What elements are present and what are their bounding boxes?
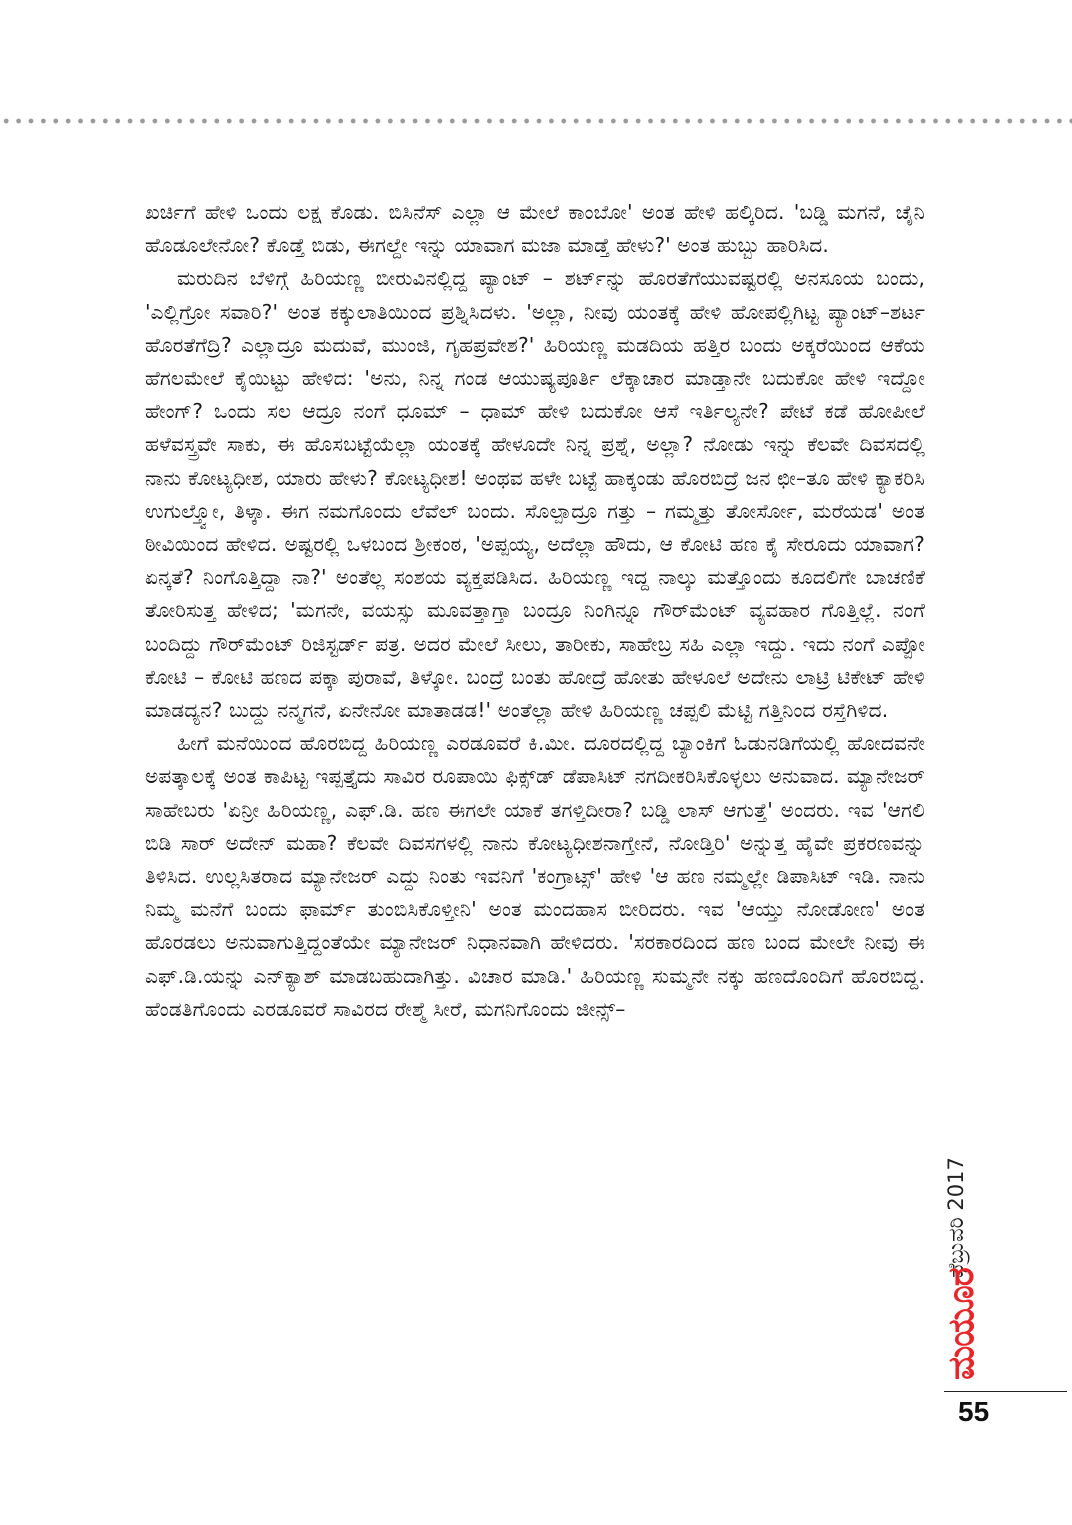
article-paragraph-1: ಖರ್ಚಿಗೆ ಹೇಳಿ ಒಂದು ಲಕ್ಷ ಕೊಡು. ಬಿಸಿನೆಸ್ ಎಲ್ಲಾ ಆ ಮೇಲೆ ಕಾಂಬೋ' ಅಂತ ಹೇಳಿ ಹಲ್ಕಿರಿದ. 'ಬಡ್ಡಿ ಮಗನೆ, ಚೈನಿ ಹೊಡೂಲೇನೋ? ಕೊಡ್ತೆ ಬಿಡು, ಈಗಲ್ದೇ ಇನ್ನು ಯಾವಾಗ ಮಜಾ ಮಾಡ್ತೆ ಹೇಳು?' ಅಂತ ಹುಬ್ಬು ಹಾರಿಸಿದ. <box>145 200 925 258</box>
issue-date: ಫೆಬ್ರುವರಿ 2017 <box>944 1157 968 1278</box>
dotted-header-rule <box>0 116 1072 126</box>
article-body <box>145 196 925 1026</box>
article-paragraph-3: ಹೀಗೆ ಮನೆಯಿಂದ ಹೊರಬಿದ್ದ ಹಿರಿಯಣ್ಣ ಎರಡೂವರೆ ಕಿ.ಮೀ. ದೂರದಲ್ಲಿದ್ದ ಬ್ಯಾಂಕಿಗೆ ಓಡುನಡಿಗೆಯಲ್ಲಿ ಹೋದವನೇ ಅಪತ್ಕಾಲಕ್ಕೆ ಅಂತ ಕಾಪಿಟ್ಟ ಇಪ್ಪತ್ತೈದು ಸಾವಿರ ರೂಪಾಯಿ ಫಿಕ್ಸ್‌ಡ್ ಡೆಪಾಸಿಟ್ ನಗದೀಕರಿಸಿಕೊಳ್ಳಲು ಅನುವಾದ. ಮ್ಯಾನೇಜರ್ ಸಾಹೇಬರು 'ಏನ್ರೀ ಹಿರಿಯಣ್ಣ, ಎಫ್.ಡಿ. ಹಣ ಈಗಲೇ ಯಾಕೆ ತಗಳ್ತಿದೀರಾ? ಬಡ್ಡಿ ಲಾಸ್ ಆಗುತ್ತೆ' ಅಂದರು. ಇವ 'ಆಗಲಿ ಬಿಡಿ ಸಾರ್ ಅದೇನ್ ಮಹಾ? ಕೆಲವೇ ದಿವಸಗಳಲ್ಲಿ ನಾನು ಕೋಟ್ಯಧೀಶನಾಗ್ತೇನೆ, ನೋಡ್ತಿರಿ' ಅನ್ನುತ್ತ ಹೈವೇ ಪ್ರಕರಣವನ್ನು ತಿಳಿಸಿದ. ಉಲ್ಲಸಿತರಾದ ಮ್ಯಾನೇಜರ್ ಎದ್ದು ನಿಂತು ಇವನಿಗೆ 'ಕಂಗ್ರಾಟ್ಸ್' ಹೇಳಿ 'ಆ ಹಣ ನಮ್ಮಲ್ಲೇ ಡಿಪಾಸಿಟ್ ಇಡಿ. ನಾನು ನಿಮ್ಮ ಮನೆಗೆ ಬಂದು ಫಾರ್ಮ್ ತುಂಬಿಸಿಕೊಳ್ತೀನಿ' ಅಂತ ಮಂದಹಾಸ ಬೀರಿದರು. ಇವ 'ಆಯ್ತು ನೋಡೋಣ' ಅಂತ ಹೊರಡಲು ಅನುವಾಗುತ್ತಿದ್ದಂತೆಯೇ ಮ್ಯಾನೇಜರ್ ನಿಧಾನವಾಗಿ ಹೇಳಿದರು. 'ಸರಕಾರದಿಂದ ಹಣ ಬಂದ ಮೇಲೇ ನೀವು ಈ ಎಫ್.ಡಿ.ಯನ್ನು ಎನ್‌ಕ್ಯಾಶ್ ಮಾಡಬಹುದಾಗಿತ್ತು. ವಿಚಾರ ಮಾಡಿ.' ಹಿರಿಯಣ್ಣ ಸುಮ್ಮನೇ ನಕ್ಕು ಹಣದೊಂದಿಗೆ ಹೊರಬಿದ್ದ. ಹೆಂಡತಿಗೊಂದು ಎರಡೂವರೆ ಸಾವಿರದ ರೇಶ್ಮೆ ಸೀರೆ, ಮಗನಿಗೊಂದು ಜೀನ್ಸ್– <box>145 731 925 1021</box>
magazine-logo: ಮಯೂರ <box>941 1268 982 1380</box>
page-number: 55 <box>958 1396 990 1427</box>
folio-divider <box>944 1391 1067 1392</box>
article-paragraph-2: ಮರುದಿನ ಬೆಳಿಗ್ಗೆ ಹಿರಿಯಣ್ಣ ಬೀರುವಿನಲ್ಲಿದ್ದ ಪ್ಯಾಂಟ್ – ಶರ್ಟ್‌ನ್ನು ಹೊರತೆಗೆಯುವಷ್ಟರಲ್ಲಿ ಅನಸೂಯ ಬಂದು, 'ಎಲ್ಲಿಗ್ರೋ ಸವಾರಿ?' ಅಂತ ಕಕ್ಕುಲಾತಿಯಿಂದ ಪ್ರಶ್ನಿಸಿದಳು. 'ಅಲ್ಲಾ, ನೀವು ಯಂತಕ್ಕೆ ಹೇಳಿ ಹೋಪಲ್ಲಿಗಿಟ್ಟ ಪ್ಯಾಂಟ್–ಶರ್ಟ ಹೊರತೆಗೆದ್ರಿ? ಎಲ್ಲಾದ್ರೂ ಮದುವೆ, ಮುಂಜಿ, ಗೃಹಪ್ರವೇಶ?' ಹಿರಿಯಣ್ಣ ಮಡದಿಯ ಹತ್ತಿರ ಬಂದು ಅಕ್ಕರೆಯಿಂದ ಆಕೆಯ ಹೆಗಲಮೇಲೆ ಕೈಯಿಟ್ಟು ಹೇಳಿದ: 'ಅನು, ನಿನ್ನ ಗಂಡ ಆಯುಷ್ಯಪೂರ್ತಿ ಲೆಕ್ಕಾಚಾರ ಮಾಡ್ತಾನೇ ಬದುಕೋ ಹೇಳಿ ಇದ್ದೋ ಹೇಂಗ್? ಒಂದು ಸಲ ಆದ್ರೂ ನಂಗೆ ಧೂಮ್ – ಧಾಮ್ ಹೇಳಿ ಬದುಕೋ ಆಸೆ ಇರ್ತಿಲ್ಯನೇ? ಪೇಟೆ ಕಡೆ ಹೋಪೀಲೆ ಹಳೆವಸ್ತ್ರವೇ ಸಾಕು, ಈ ಹೊಸಬಟ್ಟೆಯೆಲ್ಲಾ ಯಂತಕ್ಕೆ ಹೇಳೂದೇ ನಿನ್ನ ಪ್ರಶ್ನೆ, ಅಲ್ಲಾ? ನೋಡು ಇನ್ನು ಕೆಲವೇ ದಿವಸದಲ್ಲಿ ನಾನು ಕೋಟ್ಯಧೀಶ, ಯಾರು ಹೇಳು? ಕೋಟ್ಯಧೀಶ! ಅಂಥವ ಹಳೇ ಬಟ್ಟೆ ಹಾಕ್ಕಂಡು ಹೊರಬಿದ್ರೆ ಜನ ಛೀ–ತೂ ಹೇಳಿ ಕ್ಯಾಕರಿಸಿ ಉಗುಲ್ತ್ವೋ, ತಿಳ್ಕಾ. ಈಗ ನಮಗೊಂದು ಲೆವೆಲ್ ಬಂದು. ಸೊಲ್ಪಾದ್ರೂ ಗತ್ತು – ಗಮ್ಮತ್ತು ತೋರ್ಸೋ, ಮರೆಯಡ' ಅಂತ ಠೀವಿಯಿಂದ ಹೇಳಿದ. ಅಷ್ಟರಲ್ಲಿ ಒಳಬಂದ ಶ್ರೀಕಂಠ, 'ಅಪ್ಪಯ್ಯ, ಅದೆಲ್ಲಾ ಹೌದು, ಆ ಕೋಟಿ ಹಣ ಕೈ ಸೇರೂದು ಯಾವಾಗ? ಏನ್ಕತೆ? ನಿಂಗೊತ್ತಿದ್ದಾ ನಾ?' ಅಂತೆಲ್ಲ ಸಂಶಯ ವ್ಯಕ್ತಪಡಿಸಿದ. ಹಿರಿಯಣ್ಣ ಇದ್ದ ನಾಲ್ಕು ಮತ್ತೊಂದು ಕೂದಲಿಗೇ ಬಾಚಣಿಕೆ ತೋರಿಸುತ್ತ ಹೇಳಿದ; 'ಮಗನೇ, ವಯಸ್ಸು ಮೂವತ್ತಾಗ್ತಾ ಬಂದ್ರೂ ನಿಂಗಿನ್ನೂ ಗೌರ್‌ಮೆಂಟ್ ವ್ಯವಹಾರ ಗೊತ್ತಿಲ್ಲೆ. ನಂಗೆ ಬಂದಿದ್ದು ಗೌರ್‌ಮೆಂಟ್ ರಿಜಿಸ್ಟರ್ಡ್ ಪತ್ರ. ಅದರ ಮೇಲೆ ಸೀಲು, ತಾರೀಕು, ಸಾಹೇಬ್ರ ಸಹಿ ಎಲ್ಲಾ ಇದ್ದು. ಇದು ನಂಗೆ ಎಪ್ಪೋ ಕೋಟಿ – ಕೋಟಿ ಹಣದ ಪಕ್ಕಾ ಪುರಾವೆ, ತಿಳ್ಕೋ. ಬಂದ್ರೆ ಬಂತು ಹೋದ್ರೆ ಹೋತು ಹೇಳೂಲೆ ಅದೇನು ಲಾಟ್ರಿ ಟಿಕೇಟ್ ಹೇಳಿ ಮಾಡದ್ಯನ? ಬುದ್ದು ನನ್ಮಗನೆ, ಏನೇನೋ ಮಾತಾಡಡ!' ಅಂತೆಲ್ಲಾ ಹೇಳಿ ಹಿರಿಯಣ್ಣ ಚಪ್ಪಲಿ ಮೆಟ್ಟಿ ಗತ್ತಿನಿಂದ ರಸ್ತೆಗಿಳಿದ. <box>145 266 925 723</box>
